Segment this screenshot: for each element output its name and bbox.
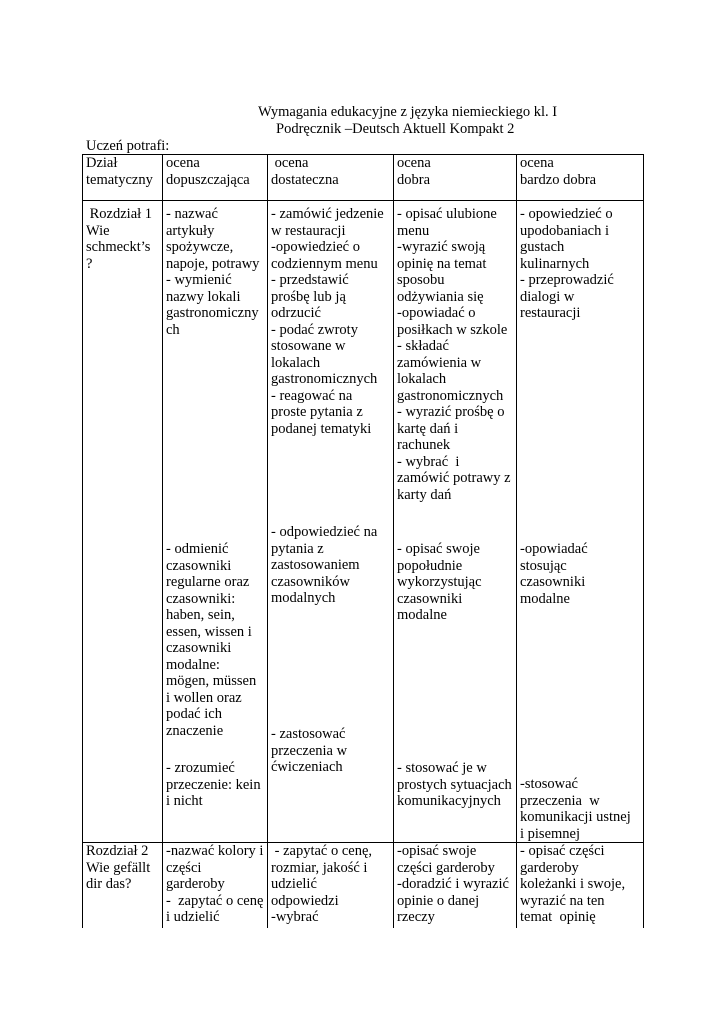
- row2-dst-line: odpowiedzi: [271, 892, 339, 909]
- header-dobra-line: dobra: [397, 171, 431, 188]
- row1-dst-block2-line: czasowników: [271, 573, 350, 590]
- row1-bdb-block1-line: dialogi w: [520, 288, 575, 305]
- row1-dst-block1-line: lokalach: [271, 354, 321, 371]
- row1-dop-block2: [166, 541, 256, 739]
- row1-bdb-block2: [520, 541, 588, 607]
- row1-dop-block3-line: - zrozumieć: [166, 760, 235, 776]
- row1-db-block3: [397, 760, 512, 810]
- row1-db-block1-line: - wybrać i: [397, 453, 460, 470]
- row1-dst-block1-line: - reagować na: [271, 387, 353, 404]
- row1-topic-line: Wie: [86, 222, 110, 239]
- row2-dop-line: garderoby: [166, 876, 225, 892]
- row1-db-block3-line: prostych sytuacjach: [397, 776, 512, 793]
- row1-bdb-block2-line: -opowiadać: [520, 541, 588, 557]
- row2-db-line: rzeczy: [397, 909, 435, 925]
- row1-dst-block1-line: - podać zwroty: [271, 321, 358, 338]
- row1-dst-block1-line: - zamówić jedzenie: [271, 206, 384, 222]
- row1-db-block1-line: lokalach: [397, 371, 447, 387]
- row1-db-block1-line: karty dań: [397, 486, 452, 503]
- row1-dop-block1-line: ch: [166, 321, 180, 338]
- row1-db-block1-line: zamówienia w: [397, 354, 482, 371]
- document-title: Wymagania edukacyjne z języka niemieckiego kl. I: [258, 104, 558, 120]
- header-dostateczna: [271, 155, 339, 188]
- row1-dop-block2-line: - odmienić: [166, 541, 229, 557]
- row1-dst-block1-line: podanej tematyki: [271, 420, 372, 437]
- column-divider: [162, 154, 163, 928]
- row1-dst-block1-line: stosowane w: [271, 338, 346, 354]
- row1-dst-block3-line: ćwiczeniach: [271, 759, 343, 775]
- row1-db-block2-line: popołudnie: [397, 557, 463, 574]
- row1-dop-block2-line: i wollen oraz: [166, 689, 242, 706]
- row1-dop-block2-line: modalne:: [166, 656, 220, 673]
- row1-dst-block1-line: codziennym menu: [271, 255, 378, 272]
- row1-dst-block2-line: - odpowiedzieć na: [271, 524, 378, 540]
- column-divider: [643, 154, 644, 928]
- row2-db-line: -opisać swoje: [397, 843, 477, 859]
- row2-db: [397, 843, 509, 926]
- row1-dst-block1-line: -opowiedzieć o: [271, 239, 360, 255]
- row1-dst-block1-line: gastronomicznych: [271, 371, 378, 387]
- row2-bdb-line: temat opinię: [520, 909, 596, 925]
- row1-db-block1-line: zamówić potrawy z: [397, 470, 511, 486]
- header-dostateczna-line: ocena: [271, 155, 309, 171]
- row2-dop-line: -nazwać kolory i: [166, 843, 264, 859]
- header-divider: [82, 200, 644, 201]
- row2-db-line: -doradzić i wyrazić: [397, 876, 509, 892]
- row1-db-block2-line: modalne: [397, 607, 447, 623]
- header-dopuszczajaca-line: ocena: [166, 155, 200, 171]
- row1-dst-block1-line: - przedstawić: [271, 272, 349, 288]
- row2-dst-line: udzielić: [271, 876, 317, 892]
- row1-db-block1-line: odżywiania się: [397, 288, 484, 305]
- header-dostateczna-line: dostateczna: [271, 171, 339, 188]
- row1-db-block2-line: czasowniki: [397, 590, 463, 607]
- row2-dop-line: i udzielić: [166, 909, 220, 925]
- row1-db-block1-line: posiłkach w szkole: [397, 321, 508, 338]
- intro-text: Uczeń potrafi:: [86, 138, 170, 154]
- row1-dst-block2: [271, 524, 377, 607]
- row1-dop-block2-line: czasowniki: [166, 557, 232, 574]
- row1-dop-block1-line: spożywcze,: [166, 239, 234, 255]
- row1-topic-line: Rozdział 1: [86, 206, 153, 222]
- row2-dst: [271, 843, 372, 926]
- row1-db-block1-line: opinię na temat: [397, 255, 487, 272]
- row2-dop-line: - zapytać o cenę: [166, 892, 264, 909]
- row2-bdb-line: - opisać części: [520, 843, 605, 859]
- row2-dst-line: - zapytać o cenę,: [271, 843, 373, 859]
- row1-bdb-block1-line: restauracji: [520, 305, 581, 321]
- row2-topic-line: Rozdział 2: [86, 843, 149, 859]
- document-subtitle: Podręcznik –Deutsch Aktuell Kompakt 2: [276, 121, 515, 137]
- row1-dop-block3-line: i nicht: [166, 793, 203, 809]
- row2-db-line: części garderoby: [397, 859, 495, 876]
- row1-dst-block3-line: przeczenia w: [271, 742, 348, 759]
- row1-db-block3-line: - stosować je w: [397, 760, 487, 776]
- row1-db-block1-line: gastronomicznych: [397, 387, 504, 404]
- row1-topic-line: schmeckt’s: [86, 239, 151, 255]
- row1-dop-block2-line: haben, sein,: [166, 607, 235, 623]
- row1-bdb-block1-line: - przeprowadzić: [520, 272, 614, 288]
- row1-dop-block2-line: podać ich: [166, 706, 222, 722]
- row1-topic-line: ?: [86, 255, 93, 272]
- row1-bdb-block3-line: przeczenia w: [520, 792, 600, 809]
- row1-dop-block3-line: przeczenie: kein: [166, 776, 261, 793]
- row2-bdb-line: wyrazić na ten: [520, 892, 605, 909]
- row2-dst-line: rozmiar, jakość i: [271, 859, 368, 876]
- row1-db-block1-line: menu: [397, 222, 430, 239]
- row1-dop-block2-line: czasowniki:: [166, 590, 236, 607]
- row2-topic-line: dir das?: [86, 876, 132, 892]
- row1-dop-block2-line: regularne oraz: [166, 574, 250, 590]
- row2-bdb: [520, 843, 625, 926]
- row1-dst-block2-line: modalnych: [271, 590, 336, 606]
- header-topic-line: tematyczny: [86, 171, 153, 188]
- row1-db-block1-line: kartę dań i: [397, 420, 459, 437]
- row1-dop-block1-line: - wymienić: [166, 272, 232, 288]
- column-divider: [82, 154, 83, 928]
- row2-dop: [166, 843, 263, 926]
- row2-topic: [86, 843, 150, 893]
- header-bardzo-dobra: [520, 155, 596, 188]
- row1-db-block1-line: - składać: [397, 338, 449, 354]
- row1-db-block2-line: - opisać swoje: [397, 541, 480, 557]
- row1-dop-block2-line: znaczenie: [166, 722, 224, 739]
- row2-dst-line: -wybrać: [271, 909, 319, 925]
- row1-db-block2-line: wykorzystując: [397, 574, 482, 590]
- row1-dop-block1-line: nazwy lokali: [166, 288, 241, 305]
- row1-dop-block1-line: artykuły: [166, 222, 215, 239]
- row1-db-block1-line: -opowiadać o: [397, 305, 476, 321]
- row1-bdb-block1-line: kulinarnych: [520, 255, 590, 272]
- row1-dop-block2-line: mögen, müssen: [166, 673, 257, 689]
- row1-bdb-block2-line: stosując: [520, 557, 567, 574]
- row1-dop-block1-line: napoje, potrawy: [166, 255, 260, 272]
- row1-dst-block1-line: odrzucić: [271, 305, 321, 321]
- row1-bdb-block1-line: gustach: [520, 239, 565, 255]
- row1-db-block1-line: sposobu: [397, 272, 445, 288]
- row1-dst-block1-line: w restauracji: [271, 222, 346, 239]
- row1-db-block1-line: -wyrazić swoją: [397, 239, 486, 255]
- row1-dst-block1-line: proste pytania z: [271, 404, 363, 420]
- row1-db-block1: [397, 206, 511, 503]
- row1-db-block3-line: komunikacyjnych: [397, 793, 501, 809]
- row2-dop-line: części: [166, 859, 202, 876]
- header-dobra: [397, 155, 431, 188]
- row1-db-block2: [397, 541, 482, 624]
- header-dobra-line: ocena: [397, 155, 431, 171]
- header-bardzo-dobra-line: ocena: [520, 155, 554, 171]
- row1-dst-block2-line: zastosowaniem: [271, 557, 360, 573]
- row1-bdb-block3: [520, 776, 631, 842]
- header-dopuszczajaca-line: dopuszczająca: [166, 171, 250, 188]
- column-divider: [393, 154, 394, 928]
- row1-dop-block1-line: gastronomiczny: [166, 305, 259, 321]
- row1-dop-block3: [166, 760, 261, 810]
- column-divider: [516, 154, 517, 928]
- row1-topic: [86, 206, 152, 272]
- header-bardzo-dobra-line: bardzo dobra: [520, 171, 597, 188]
- row1-db-block1-line: - opisać ulubione: [397, 206, 497, 222]
- row1-bdb-block3-line: -stosować: [520, 776, 578, 792]
- row1-dop-block1: [166, 206, 259, 338]
- row1-dst-block3-line: - zastosować: [271, 726, 346, 742]
- row2-topic-line: Wie gefällt: [86, 859, 151, 876]
- row1-dst-block1: [271, 206, 384, 437]
- row1-dop-block2-line: czasowniki: [166, 640, 232, 656]
- row2-db-line: opinie o danej: [397, 892, 480, 909]
- row1-bdb-block3-line: komunikacji ustnej: [520, 809, 631, 825]
- row2-bdb-line: koleżanki i swoje,: [520, 876, 626, 892]
- row1-dop-block2-line: essen, wissen i: [166, 623, 252, 640]
- row1-dst-block3: [271, 726, 347, 776]
- row1-bdb-block1-line: upodobaniach i: [520, 222, 609, 239]
- row1-bdb-block1: [520, 206, 614, 322]
- column-divider: [267, 154, 268, 928]
- row1-bdb-block1-line: - opowiedzieć o: [520, 206, 613, 222]
- row1-bdb-block2-line: modalne: [520, 590, 570, 607]
- header-topic: [86, 155, 153, 188]
- header-topic-line: Dział: [86, 155, 118, 171]
- row1-bdb-block3-line: i pisemnej: [520, 825, 581, 842]
- row1-db-block1-line: rachunek: [397, 437, 451, 453]
- row1-bdb-block2-line: czasowniki: [520, 574, 586, 590]
- row1-db-block1-line: - wyrazić prośbę o: [397, 404, 505, 420]
- row1-dst-block1-line: prośbę lub ją: [271, 288, 346, 305]
- header-dopuszczajaca: [166, 155, 250, 188]
- row1-dst-block2-line: pytania z: [271, 540, 324, 557]
- row2-bdb-line: garderoby: [520, 859, 579, 876]
- row1-dop-block1-line: - nazwać: [166, 206, 218, 222]
